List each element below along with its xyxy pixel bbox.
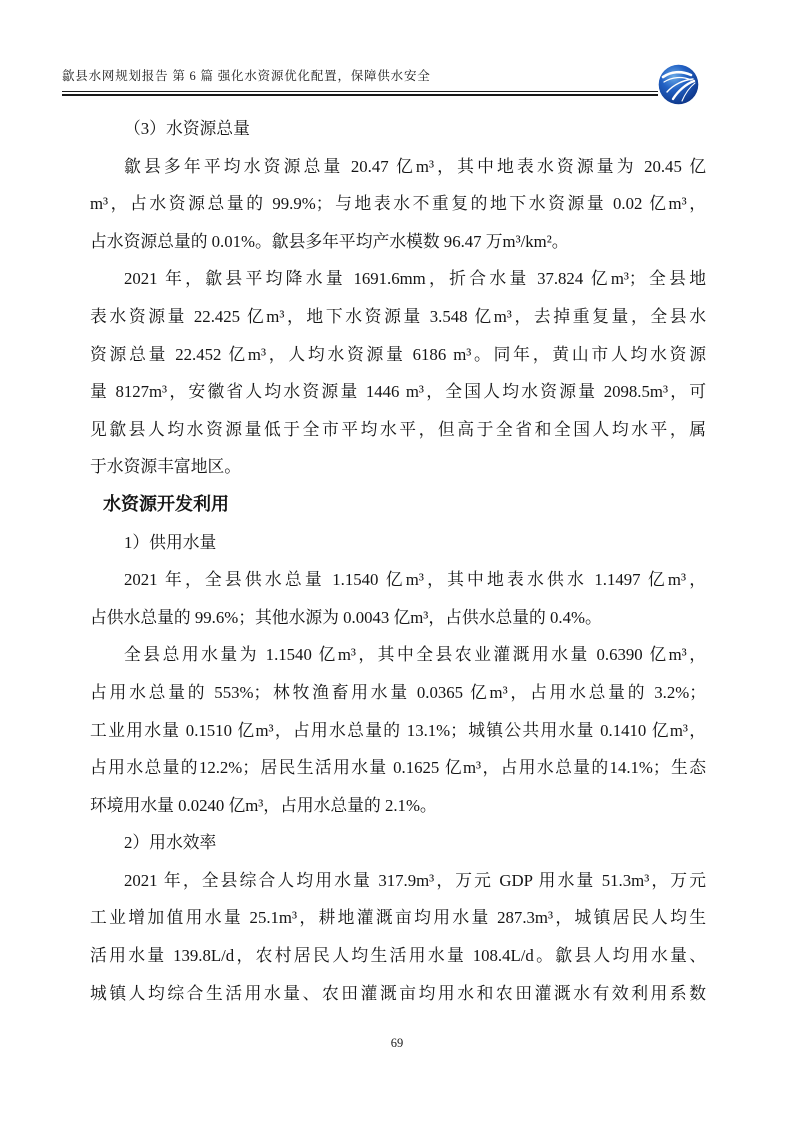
report-logo-icon: [658, 64, 699, 105]
para-line: 量 8127m³，安徽省人均水资源量 1446 m³，全国人均水资源量 2098.5m³，可: [90, 382, 706, 402]
para-line: 全县总用水量为 1.1540 亿m³，其中全县农业灌溉用水量 0.6390 亿m³，: [124, 645, 706, 665]
section-heading-water-total: （3）水资源总量: [124, 119, 250, 138]
para-line: 表水资源量 22.425 亿m³，地下水资源量 3.548 亿m³，去掉重复量，全县水: [90, 306, 706, 326]
subheading-supply: 1）供用水量: [124, 532, 217, 552]
page-number: 69: [390, 1036, 404, 1050]
para-line: 见歙县人均水资源量低于全市平均水平，但高于全省和全国人均水平，属: [90, 419, 706, 439]
para-line: 2021 年，全县综合人均用水量 317.9m³，万元 GDP 用水量 51.3m³，万元: [124, 870, 706, 890]
para-line: 占水资源总量的 0.01%。歙县多年平均产水模数 96.47 万m³/km²。: [90, 231, 569, 251]
para-line: 歙县多年平均水资源总量 20.47 亿m³，其中地表水资源量为 20.45 亿: [124, 156, 706, 176]
subheading-efficiency: 2）用水效率: [124, 833, 217, 853]
header-rule: [62, 91, 658, 96]
para-line: m³，占水资源总量的 99.9%；与地表水不重复的地下水资源量 0.02 亿m³，: [90, 194, 706, 214]
para-line: 占用水总量的12.2%；居民生活用水量 0.1625 亿m³，占用水总量的14.1%；生态: [90, 758, 706, 778]
section-heading-development: 水资源开发利用: [103, 493, 229, 514]
para-line: 活用水量 139.8L/d，农村居民人均生活用水量 108.4L/d。歙县人均用水量、: [90, 946, 706, 966]
para-line: 工业用水量 0.1510 亿m³，占用水总量的 13.1%；城镇公共用水量 0.1410 亿m³，: [90, 720, 706, 740]
para-line: 于水资源丰富地区。: [90, 457, 242, 477]
header-title: 歙县水网规划报告 第 6 篇 强化水资源优化配置，保障供水安全: [62, 69, 431, 83]
para-line: 2021 年，歙县平均降水量 1691.6mm，折合水量 37.824 亿m³；全县地: [124, 269, 706, 289]
para-line: 占供水总量的 99.6%；其他水源为 0.0043 亿m³，占供水总量的 0.4%。: [90, 607, 602, 627]
para-line: 占用水总量的 553%；林牧渔畜用水量 0.0365 亿m³，占用水总量的 3.2%；: [90, 682, 706, 702]
para-line: 资源总量 22.452 亿m³，人均水资源量 6186 m³。同年，黄山市人均水资源: [90, 344, 706, 364]
para-line: 环境用水量 0.0240 亿m³，占用水总量的 2.1%。: [90, 795, 437, 815]
para-line: 2021 年，全县供水总量 1.1540 亿m³，其中地表水供水 1.1497 亿m³，: [124, 570, 706, 590]
para-line: 城镇人均综合生活用水量、农田灌溉亩均用水和农田灌溉水有效利用系数: [90, 983, 706, 1003]
para-line: 工业增加值用水量 25.1m³，耕地灌溉亩均用水量 287.3m³，城镇居民人均生: [90, 908, 706, 928]
document-body: [90, 110, 706, 1012]
